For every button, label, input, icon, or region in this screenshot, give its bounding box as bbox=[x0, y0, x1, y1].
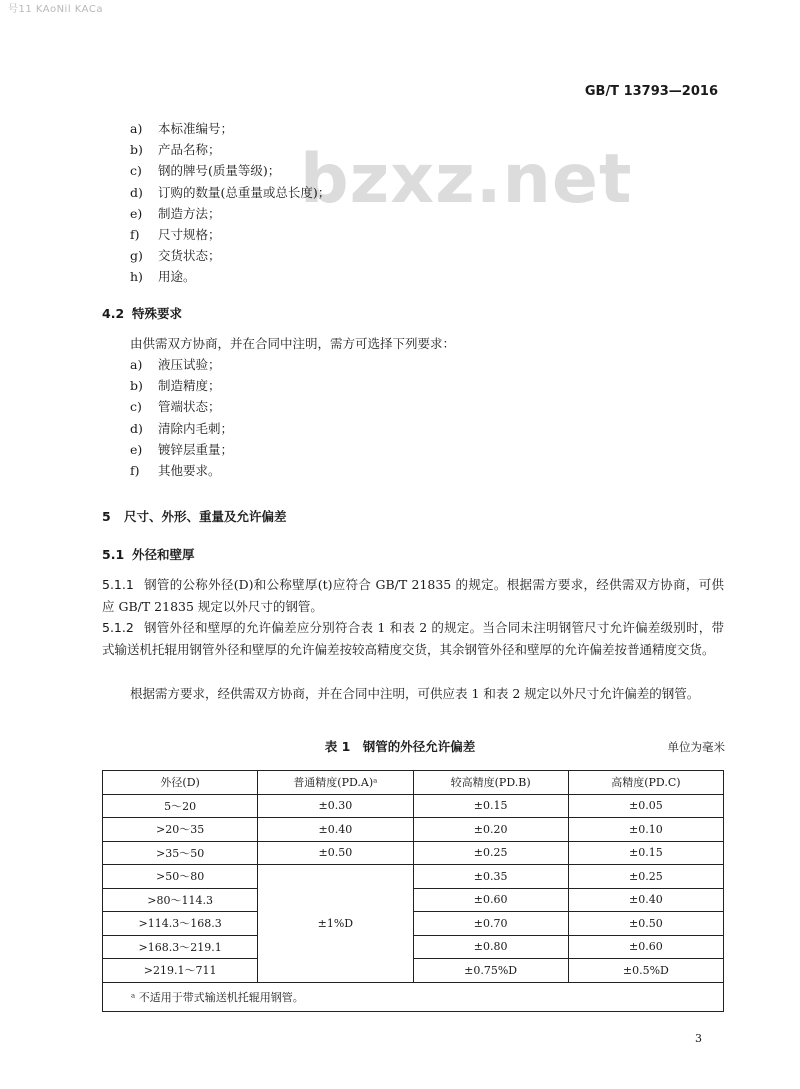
column-header: 较高精度(PD.B) bbox=[413, 771, 568, 795]
list-item: d) 订购的数量(总重量或总长度)； bbox=[130, 184, 331, 200]
table-cell: ±0.50 bbox=[258, 841, 413, 865]
table-cell: >80～114.3 bbox=[103, 888, 258, 912]
list-item: h) 用途。 bbox=[130, 269, 196, 285]
special-list bbox=[130, 354, 233, 481]
table-cell: ±0.70 bbox=[413, 912, 568, 936]
table-cell: ±0.15 bbox=[413, 794, 568, 818]
table-header-row bbox=[103, 771, 724, 795]
list-item: d) 清除内毛刺； bbox=[130, 420, 234, 436]
column-header: 高精度(PD.C) bbox=[568, 771, 723, 795]
table-cell: ±0.05 bbox=[568, 794, 723, 818]
standard-number: GB/T 13793—2016 bbox=[584, 84, 718, 99]
section-4-2-intro: 由供需双方协商，并在合同中注明，需方可选择下列要求： bbox=[130, 336, 456, 351]
list-item: e) 镀锌层重量； bbox=[130, 441, 234, 457]
table-unit: 单位为毫米 bbox=[667, 740, 725, 754]
table-cell: ±0.40 bbox=[258, 818, 413, 842]
list-item: a) 液压试验； bbox=[130, 357, 221, 372]
table-row bbox=[103, 959, 724, 983]
table-cell: >35～50 bbox=[103, 841, 258, 865]
table-row bbox=[103, 912, 724, 936]
list-item: e) 制造方法； bbox=[130, 205, 221, 221]
table-cell: ±0.75%D bbox=[413, 959, 568, 983]
table-cell: ±0.60 bbox=[413, 888, 568, 912]
table-cell: ±0.25 bbox=[413, 841, 568, 865]
table-cell: >219.1～711 bbox=[103, 959, 258, 983]
paragraph-5-1-1: 5.1.1 钢管的公称外径(D)和公称壁厚(t)应符合 GB/T 21835 的规定。根据需方要求，经供需双方协商，可供应 GB/T 21835 规定以外尺寸的钢管。 bbox=[102, 577, 724, 614]
section-heading-5-1: 5.1 外径和壁厚 bbox=[102, 547, 195, 562]
table-row bbox=[103, 794, 724, 818]
table-cell: ±0.20 bbox=[413, 818, 568, 842]
list-item: b) 产品名称； bbox=[130, 142, 221, 158]
page-number: 3 bbox=[695, 1032, 702, 1045]
header-left-text: 号11 KAoNil KACa bbox=[8, 4, 103, 15]
table-cell: >20～35 bbox=[103, 818, 258, 842]
table-cell: ±0.60 bbox=[568, 935, 723, 959]
paragraph-extra: 根据需方要求，经供需双方协商，并在合同中注明，可供应表 1 和表 2 规定以外尺寸允许偏差的钢管。 bbox=[130, 686, 700, 701]
table-row bbox=[103, 841, 724, 865]
table-cell: ±0.80 bbox=[413, 935, 568, 959]
list-item: g) 交货状态； bbox=[130, 248, 221, 264]
table-cell: >168.3～219.1 bbox=[103, 935, 258, 959]
list-item: f) 其他要求。 bbox=[130, 463, 221, 479]
list-item: f) 尺寸规格； bbox=[130, 227, 221, 243]
table-cell: >50～80 bbox=[103, 865, 258, 889]
table-row bbox=[103, 865, 724, 889]
table-cell: ±0.25 bbox=[568, 865, 723, 889]
tolerance-table bbox=[102, 770, 724, 1012]
table-cell: ±0.15 bbox=[568, 841, 723, 865]
table-cell: ±0.35 bbox=[413, 865, 568, 889]
paragraph-5-1-2: 5.1.2 钢管外径和壁厚的允许偏差应分别符合表 1 和表 2 的规定。当合同未注明钢管尺寸允许偏差级别时，带式输送机托辊用钢管外径和壁厚的允许偏差按较高精度交货，其余钢管外径和壁厚的允许偏差按普通精度交货。 bbox=[102, 620, 724, 657]
table-cell: ±0.40 bbox=[568, 888, 723, 912]
table-footnote: ᵃ 不适用于带式输送机托辊用钢管。 bbox=[103, 982, 724, 1011]
list-item: c) 钢的牌号(质量等级)； bbox=[130, 163, 281, 179]
section-heading-4-2: 4.2 特殊要求 bbox=[102, 306, 183, 321]
section-heading-5: 5 尺寸、外形、重量及允许偏差 bbox=[102, 509, 287, 524]
table-cell: ±0.50 bbox=[568, 912, 723, 936]
list-item: b) 制造精度； bbox=[130, 378, 221, 394]
list-item: c) 管端状态； bbox=[130, 399, 221, 415]
table-row bbox=[103, 935, 724, 959]
order-list bbox=[130, 118, 330, 288]
table-cell-merged: ±1%D bbox=[258, 865, 413, 983]
table-cell: ±0.10 bbox=[568, 818, 723, 842]
table-cell: ±0.5%D bbox=[568, 959, 723, 983]
table-cell: >114.3～168.3 bbox=[103, 912, 258, 936]
list-item: a) 本标准编号； bbox=[130, 121, 234, 136]
column-header: 普通精度(PD.A)ᵃ bbox=[258, 771, 413, 795]
table-cell: 5～20 bbox=[103, 794, 258, 818]
watermark: bzxz.net bbox=[300, 140, 633, 219]
table-cell: ±0.30 bbox=[258, 794, 413, 818]
table-row bbox=[103, 888, 724, 912]
table-footnote-row bbox=[103, 982, 724, 1011]
table-row bbox=[103, 818, 724, 842]
table-title: 表 1 钢管的外径允许偏差 bbox=[324, 739, 476, 754]
column-header: 外径(D) bbox=[103, 771, 258, 795]
